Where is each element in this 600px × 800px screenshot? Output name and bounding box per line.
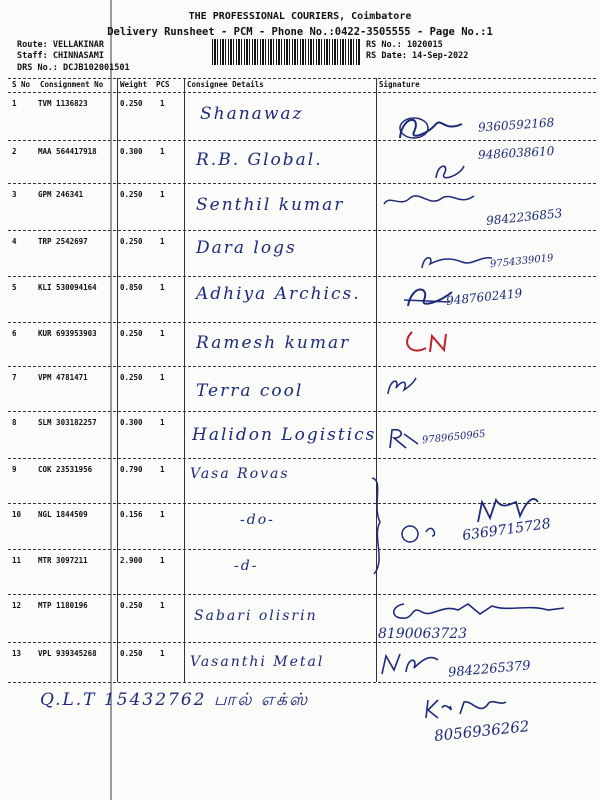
row-consignment: KLI 530094164 [38,283,97,292]
consignee-phone: 9842236853 [485,206,563,228]
col-header-pcs: PCS [156,80,170,89]
row-sno: 2 [12,147,17,156]
consignee-name: Sabari olisrin [194,608,318,624]
consignee-name: Halidon Logistics [192,425,377,445]
row-pcs: 1 [160,329,165,338]
rs-date: RS Date: 14-Sep-2022 [366,51,469,61]
consignee-phone: 9360592168 [477,115,555,135]
row-separator [8,594,596,595]
row-separator [8,183,596,184]
row-pcs: 1 [160,283,165,292]
signature-mark [380,188,490,214]
consignee-name: Terra cool [196,381,304,401]
row-pcs: 1 [160,147,165,156]
row-pcs: 1 [160,601,165,610]
row-separator [8,411,596,412]
consignee-name: -do- [240,512,275,528]
consignee-name: Adhiya Archics. [196,284,361,304]
row-consignment: TVM 1136823 [38,99,88,108]
consignee-name: -d- [234,558,259,574]
staff-label: Staff: CHINNASAMI [17,51,104,61]
row-consignment: SLM 303182257 [38,418,97,427]
row-sno: 9 [12,465,17,474]
company-title: THE PROFESSIONAL COURIERS, Coimbatore [188,11,412,22]
consignee-name: Senthil kumar [196,195,345,215]
table-header-rule [8,92,596,93]
signature-mark [384,424,424,454]
row-weight: 0.250 [120,329,143,338]
row-separator [8,458,596,459]
row-consignment: VPM 4781471 [38,373,88,382]
col-divider-consignee [184,78,185,682]
footer-handwritten-note: Q.L.T 15432762 பால் எக்ஸ் [40,690,310,710]
row-sno: 8 [12,418,17,427]
consignee-phone: 9487602419 [445,286,523,308]
route-label: Route: VELLAKINAR [17,40,104,50]
row-consignment: MTP 1180196 [38,601,88,610]
row-consignment: TRP 2542697 [38,237,88,246]
row-weight: 0.156 [120,510,143,519]
row-consignment: NGL 1844509 [38,510,88,519]
row-sno: 1 [12,99,17,108]
grouping-brace-mark [368,476,392,576]
row-sno: 10 [12,510,22,519]
row-separator [8,230,596,231]
signature-mark [418,250,498,274]
consignee-name: Dara logs [196,238,297,258]
drs-number: DRS No.: DCJB102001501 [17,63,130,73]
row-consignment: COK 23531956 [38,465,93,474]
table-bottom-rule [8,682,596,683]
signature-mark [388,598,568,624]
row-consignment: GPM 246341 [38,190,84,199]
consignee-name: Shanawaz [200,104,304,124]
consignee-name: Ramesh kumar [196,333,351,353]
signature-mark [378,650,448,680]
row-sno: 5 [12,283,17,292]
consignee-name: Vasanthi Metal [190,654,325,670]
rs-number: RS No.: 1020015 [366,40,443,50]
col-header-signature: Signature [379,80,420,89]
row-pcs: 1 [160,237,165,246]
row-weight: 0.250 [120,649,143,658]
col-divider-weight [117,78,118,682]
barcode [212,39,360,65]
row-pcs: 1 [160,373,165,382]
row-consignment: KUR 693953903 [38,329,97,338]
row-separator [8,366,596,367]
consignee-phone: 9842265379 [447,658,532,681]
row-consignment: MAA 564417918 [38,147,97,156]
row-weight: 0.300 [120,418,143,427]
row-sno: 12 [12,601,22,610]
signature-mark [400,280,460,316]
footer-phone: 8056936262 [433,717,531,745]
row-consignment: MTR 3097211 [38,556,88,565]
row-weight: 2.900 [120,556,143,565]
row-sno: 6 [12,329,17,338]
row-pcs: 1 [160,465,165,474]
row-weight: 0.850 [120,283,143,292]
col-header-consignment: Consignment No [40,80,104,89]
row-sno: 3 [12,190,17,199]
row-pcs: 1 [160,510,165,519]
consignee-phone: 8190063723 [378,626,468,642]
row-weight: 0.790 [120,465,143,474]
signature-mark [402,326,454,358]
row-sno: 4 [12,237,17,246]
row-separator [8,642,596,643]
row-separator [8,276,596,277]
row-weight: 0.250 [120,190,143,199]
row-weight: 0.250 [120,99,143,108]
col-divider-signature [376,78,377,682]
scan-binding-edge [110,0,112,800]
consignee-phone: 9754339019 [489,252,555,271]
row-pcs: 1 [160,190,165,199]
row-separator [8,322,596,323]
row-sno: 13 [12,649,22,658]
col-header-weight: Weight [120,80,148,89]
row-weight: 0.250 [120,237,143,246]
signature-mark [398,494,548,546]
consignee-phone: 9789650965 [421,428,487,447]
row-weight: 0.250 [120,373,143,382]
consignee-name: Vasa Rovas [190,466,290,482]
row-weight: 0.300 [120,147,143,156]
row-sno: 11 [12,556,22,565]
consignee-phone: 9486038610 [477,144,555,162]
row-pcs: 1 [160,556,165,565]
row-sno: 7 [12,373,17,382]
row-weight: 0.250 [120,601,143,610]
signature-mark [384,374,420,400]
row-pcs: 1 [160,649,165,658]
row-pcs: 1 [160,418,165,427]
row-separator [8,140,596,141]
consignee-name: R.B. Global. [196,150,323,170]
runsheet-subtitle: Delivery Runsheet - PCM - Phone No.:0422-3505555 - Page No.:1 [107,26,493,38]
row-consignment: VPL 939345268 [38,649,97,658]
consignee-phone: 6369715728 [461,515,552,545]
col-header-consignee: Consignee Details [187,80,264,89]
signature-mark [430,158,470,184]
row-pcs: 1 [160,99,165,108]
table-top-rule [8,78,596,79]
row-separator [8,549,596,550]
col-header-sno: S No [12,80,31,89]
